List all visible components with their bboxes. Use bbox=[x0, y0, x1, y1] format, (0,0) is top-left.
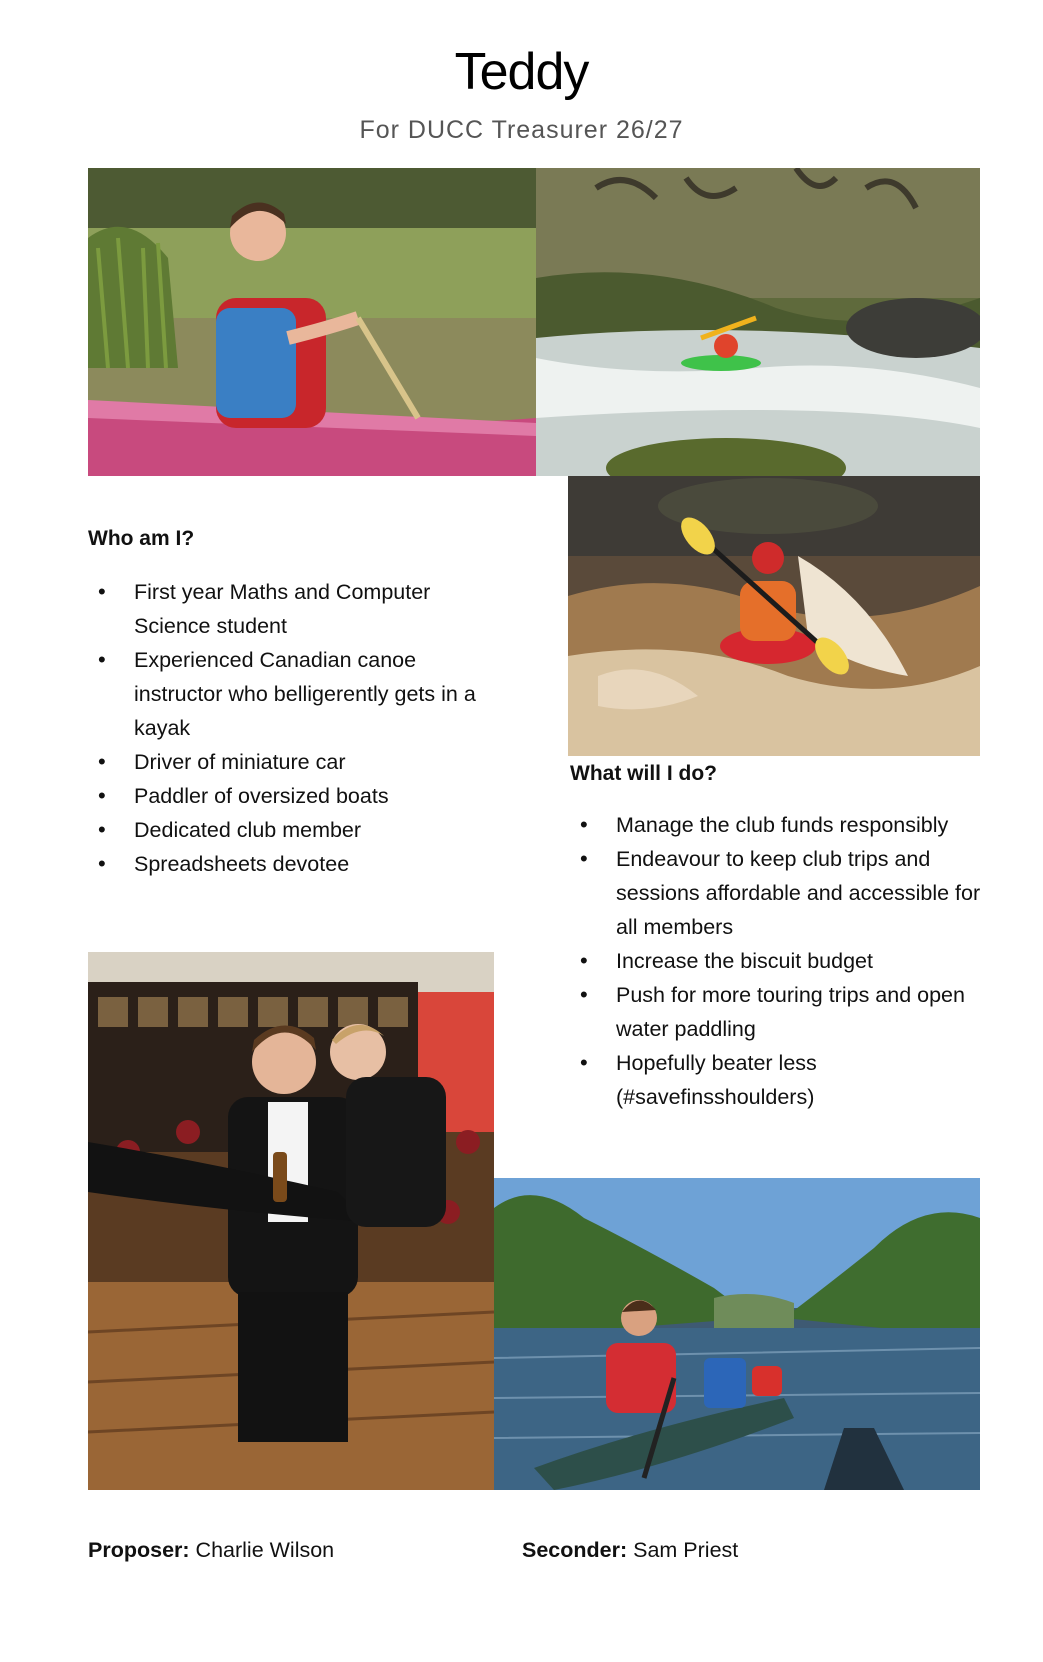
list-item: • Experienced Canadian canoe instructor who belligerently gets in a kayak bbox=[88, 643, 508, 745]
list-item: • Spreadsheets devotee bbox=[88, 847, 508, 881]
list-item: • Increase the biscuit budget bbox=[570, 944, 990, 978]
candidate-role-subtitle: For DUCC Treasurer 26/27 bbox=[359, 116, 684, 144]
seconder-label: Seconder: bbox=[522, 1538, 628, 1562]
photo-open-canoe-touring bbox=[494, 1178, 980, 1490]
proposer-name: Charlie Wilson bbox=[195, 1538, 335, 1562]
photo-kayak-whitewater bbox=[568, 476, 980, 756]
proposer-line bbox=[88, 1538, 334, 1563]
list-item: • Paddler of oversized boats bbox=[88, 779, 508, 813]
list-item: • Endeavour to keep club trips and sessions affordable and accessible for all members bbox=[570, 842, 990, 944]
who-am-i-heading: Who am I? bbox=[88, 527, 195, 550]
list-item: • Push for more touring trips and open water paddling bbox=[570, 978, 990, 1046]
what-will-i-do-list bbox=[570, 808, 990, 1114]
photo-kayak-rapids-woodland bbox=[536, 168, 980, 476]
seconder-name: Sam Priest bbox=[633, 1538, 739, 1562]
candidate-name: Teddy bbox=[454, 43, 589, 101]
what-will-i-do-heading: What will I do? bbox=[570, 762, 717, 785]
list-item: • Hopefully beater less (#savefinsshoulders) bbox=[570, 1046, 990, 1114]
photo-club-formal-dinner bbox=[88, 952, 494, 1490]
list-item: • Manage the club funds responsibly bbox=[570, 808, 990, 842]
seconder-line bbox=[522, 1538, 738, 1563]
proposer-label: Proposer: bbox=[88, 1538, 190, 1562]
who-am-i-list bbox=[88, 575, 508, 881]
list-item: • First year Maths and Computer Science student bbox=[88, 575, 508, 643]
list-item: • Driver of miniature car bbox=[88, 745, 508, 779]
photo-canoe-calm-river bbox=[88, 168, 536, 476]
list-item: • Dedicated club member bbox=[88, 813, 508, 847]
